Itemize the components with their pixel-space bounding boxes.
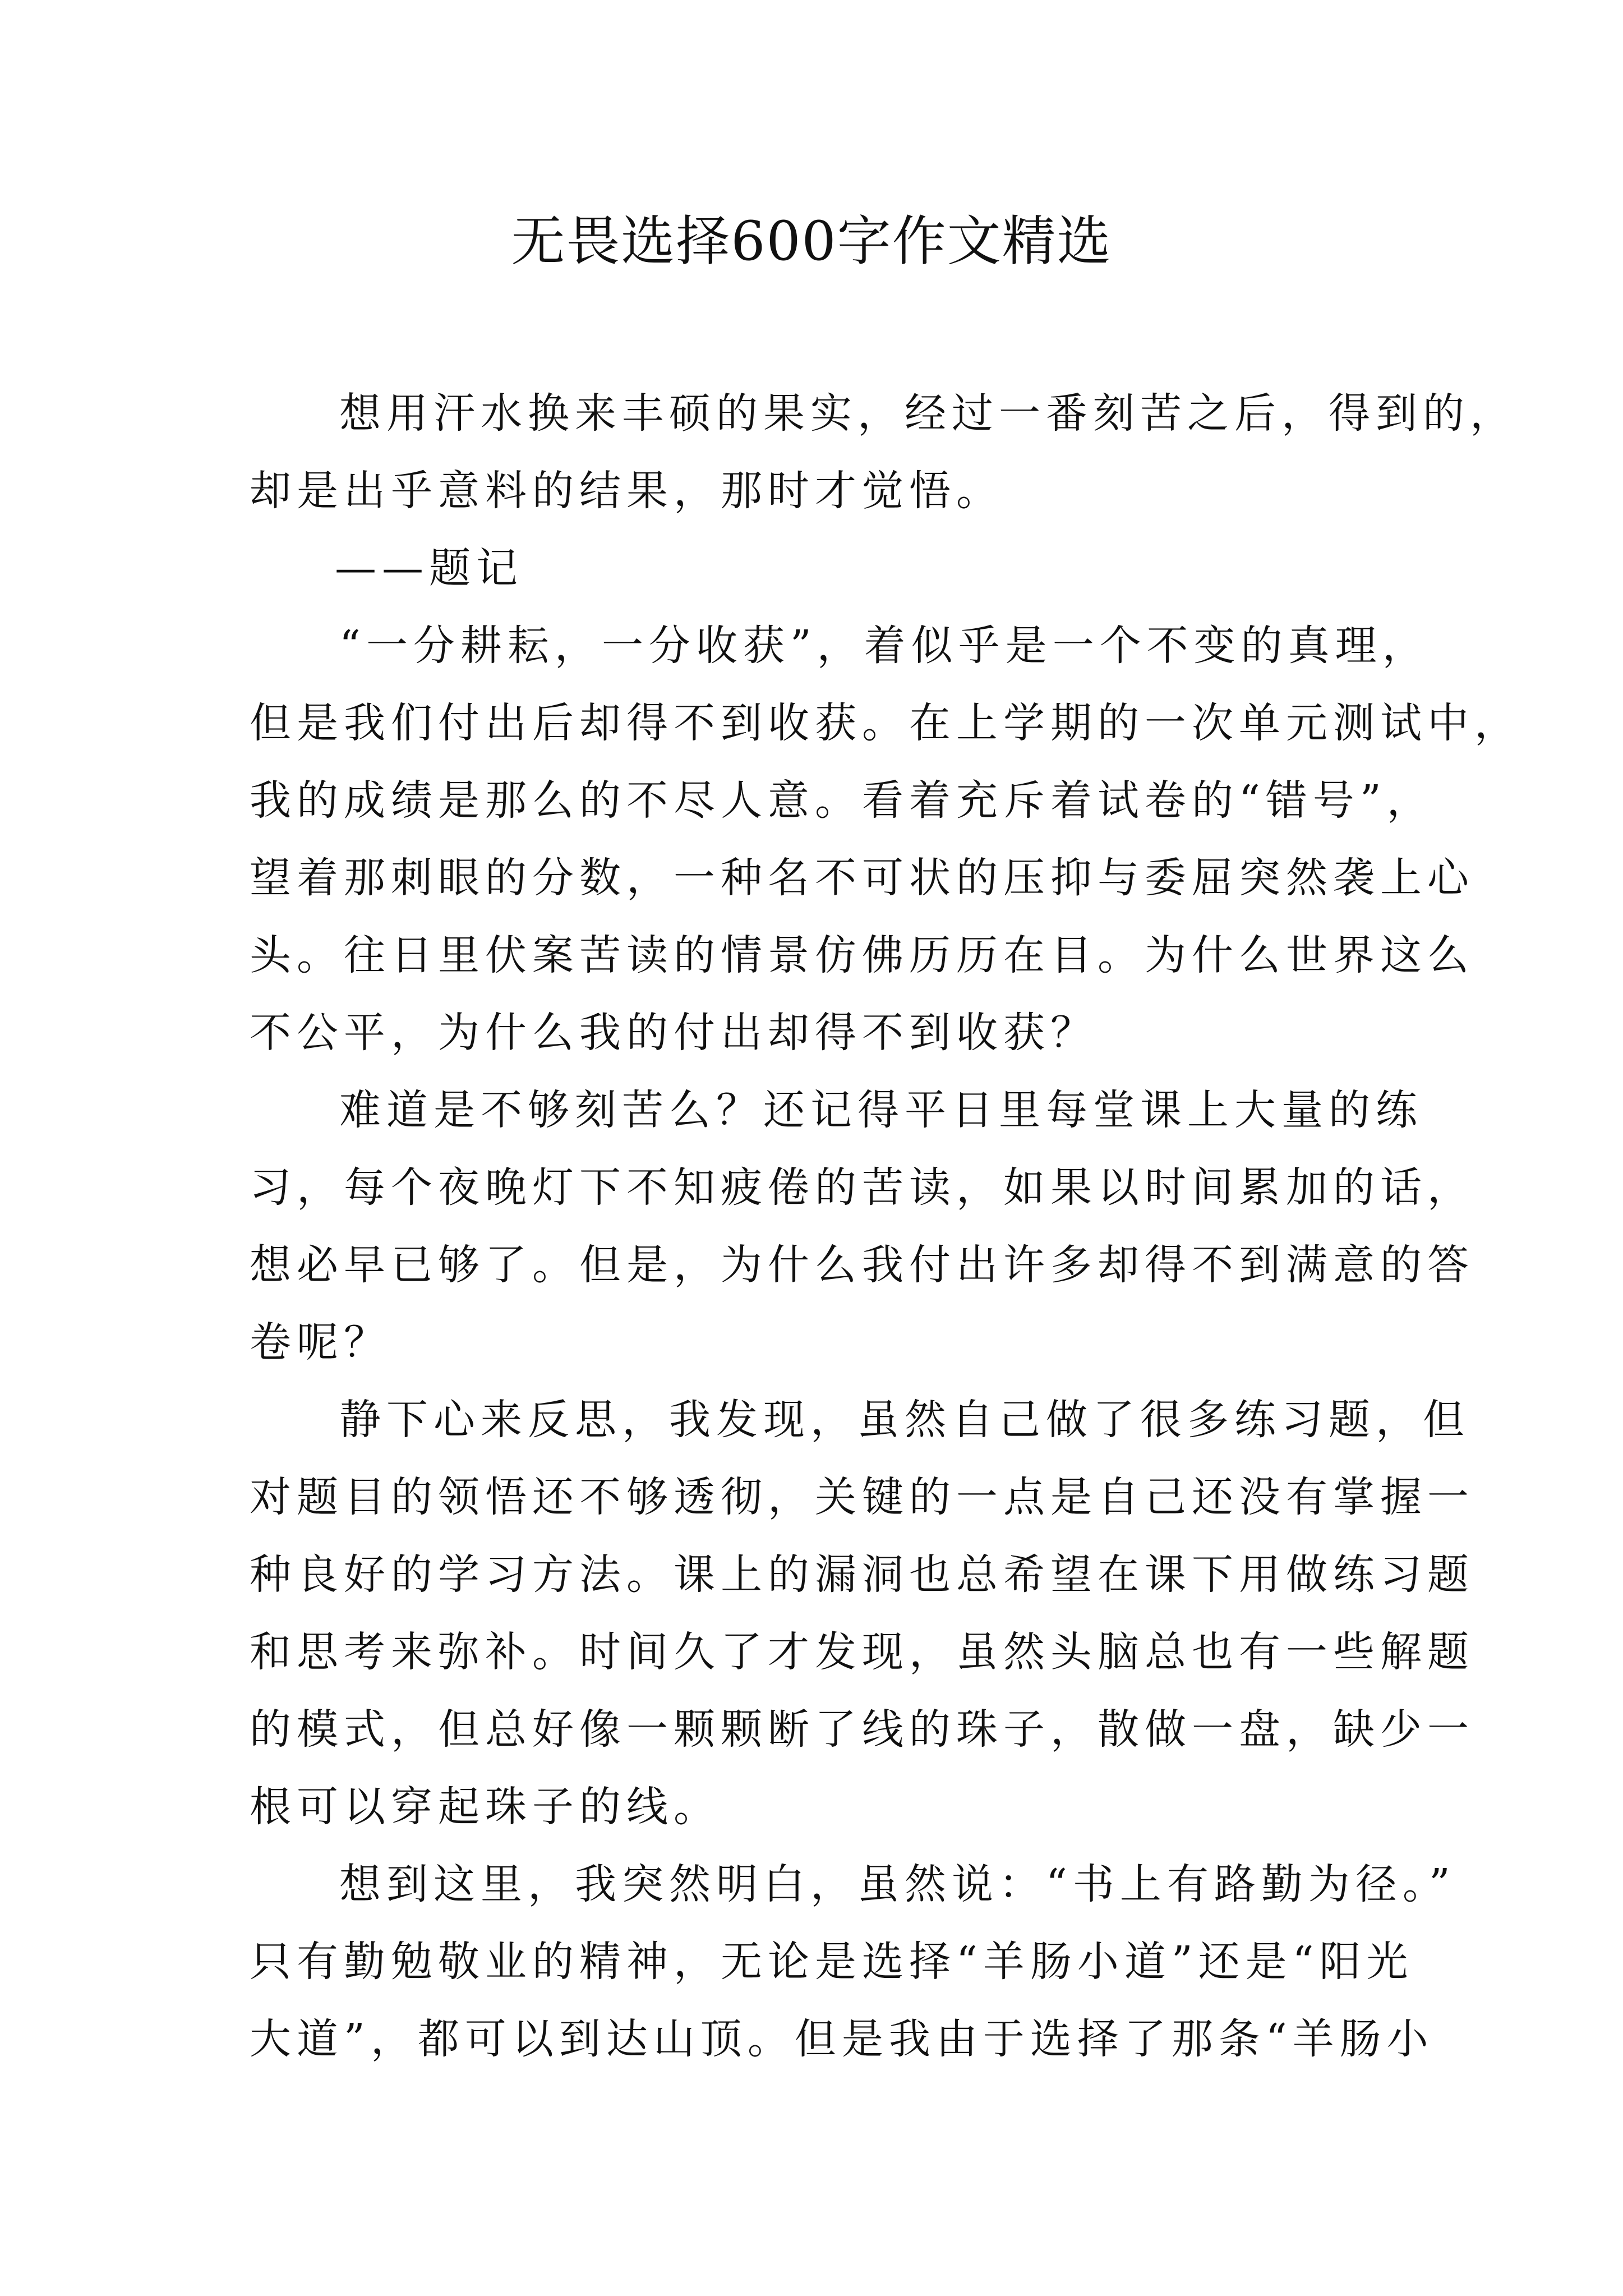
text-line: 和思考来弥补。时间久了才发现，虽然头脑总也有一些解题 [250,1628,1474,1676]
text-line: 只有勤勉敬业的精神，无论是选择“羊肠小道”还是“阳光 [250,1938,1414,1986]
text-line: 种良好的学习方法。课上的漏洞也总希望在课下用做练习题 [250,1550,1474,1599]
text-line: 却是出乎意料的结果，那时才觉悟。 [250,467,1003,515]
document-title: 无畏选择600字作文精选 [511,210,1112,273]
text-line: 的模式，但总好像一颗颗断了线的珠子，散做一盘，缺少一 [250,1705,1474,1754]
text-line: 但是我们付出后却得不到收获。在上学期的一次单元测试中， [250,699,1521,747]
text-line: “一分耕耘，一分收获”，着似乎是一个不变的真理， [339,622,1430,670]
text-line: 我的成绩是那么的不尽人意。看着充斥着试卷的“错号”， [250,776,1434,825]
text-line: 不公平，为什么我的付出却得不到收获？ [250,1009,1098,1057]
text-line: 根可以穿起珠子的线。 [250,1783,721,1831]
text-line: 想到这里，我突然明白，虽然说：“书上有路勤为径。” [339,1860,1456,1908]
text-line: 静下心来反思，我发现，虽然自己做了很多练习题，但 [339,1396,1470,1444]
text-line: 对题目的领悟还不够透彻，关键的一点是自己还没有掌握一 [250,1473,1474,1521]
text-line: 卷呢？ [250,1318,391,1366]
text-line: 习，每个夜晚灯下不知疲倦的苦读，如果以时间累加的话， [250,1163,1474,1212]
text-line: 望着那刺眼的分数，一种名不可状的压抑与委屈突然袭上心 [250,854,1474,902]
document-body [250,375,1521,2078]
text-line: 想必早已够了。但是，为什么我付出许多却得不到满意的答 [250,1241,1474,1289]
inscription-line: ——题记 [335,544,523,592]
text-line: 想用汗水换来丰硕的果实，经过一番刻苦之后，得到的， [339,389,1517,438]
text-line: 难道是不够刻苦么？还记得平日里每堂课上大量的练 [339,1086,1423,1134]
text-line: 头。往日里伏案苦读的情景仿佛历历在目。为什么世界这么 [250,931,1474,979]
text-line: 大道”，都可以到达山顶。但是我由于选择了那条“羊肠小 [250,2015,1434,2063]
